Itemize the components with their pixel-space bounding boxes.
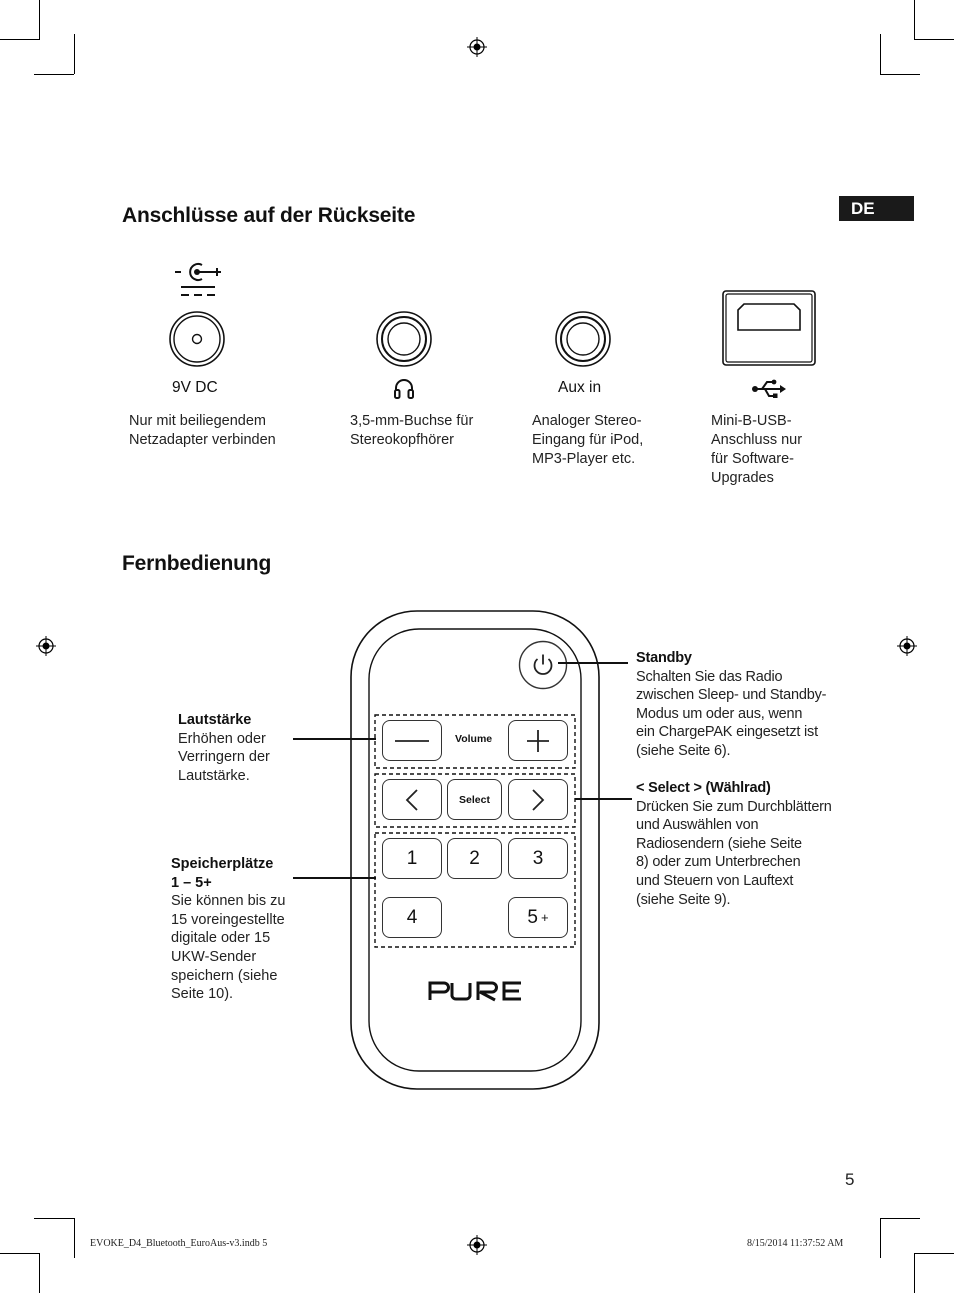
preset-number: 5 [527, 906, 538, 928]
connector-desc: 3,5-mm-Buchse für Stereokopfhörer [350, 413, 474, 448]
volume-label: Volume [455, 733, 493, 745]
dc-jack [168, 310, 226, 368]
preset-button-4[interactable]: 4 [382, 897, 442, 938]
minus-icon [395, 739, 429, 743]
page-number: 5 [845, 1170, 855, 1189]
registration-mark-icon [897, 636, 917, 656]
connector-desc: Analoger Stereo- Eingang für iPod, MP3-Player etc. [532, 413, 644, 467]
select-right-button[interactable] [508, 779, 568, 820]
volume-up-button[interactable] [508, 720, 568, 761]
callout-line [558, 662, 628, 664]
callout-line [575, 798, 632, 800]
usb-port [722, 290, 816, 366]
callout-presets: Speicherplätze 1 – 5+ Sie können bis zu 15 voreingestellte digitale oder 15 UKW-Sender speichern (siehe Seite 10). [171, 856, 286, 1003]
print-slug-file: EVOKE_D4_Bluetooth_EuroAus-v3.indb 5 [90, 1238, 268, 1249]
preset-button-2[interactable]: 2 [447, 838, 502, 879]
callout-volume: Lautstärke Erhöhen oder Verringern der Lautstärke. [178, 712, 270, 784]
preset-button-1[interactable]: 1 [382, 838, 442, 879]
connector-label: Aux in [558, 379, 602, 396]
print-slug-date: 8/15/2014 11:37:52 AM [747, 1238, 844, 1249]
connector-label: 9V DC [172, 379, 218, 396]
registration-mark-icon [467, 1235, 487, 1255]
plus-icon [527, 730, 549, 752]
select-left-button[interactable] [382, 779, 442, 820]
registration-mark-icon [36, 636, 56, 656]
dc-polarity-icon [172, 262, 224, 302]
section-title-remote: Fernbedienung [122, 552, 272, 575]
headphone-jack [375, 310, 433, 368]
language-tab: DE [839, 196, 914, 221]
standby-button[interactable] [518, 640, 568, 690]
chevron-left-icon [405, 788, 419, 812]
select-button[interactable]: Select [447, 779, 502, 820]
preset-plus: + [540, 910, 549, 925]
callout-line [293, 877, 376, 879]
preset-button-3[interactable]: 3 [508, 838, 568, 879]
chevron-right-icon [531, 788, 545, 812]
pure-logo [428, 980, 524, 1002]
callout-select: < Select > (Wählrad) Drücken Sie zum Durchblättern und Auswählen von Radiosendern (siehe Seite 8) oder zum Unterbrechen und Steuern von Lauftext (siehe Seite 9). [636, 780, 832, 908]
preset-button-5-plus[interactable] [508, 897, 568, 938]
registration-mark-icon [467, 37, 487, 57]
section-title-rear-connections: Anschlüsse auf der Rückseite [122, 204, 416, 227]
callout-line [293, 738, 376, 740]
volume-down-button[interactable] [382, 720, 442, 761]
callout-standby: Standby Schalten Sie das Radio zwischen Sleep- und Standby- Modus um oder aus, wenn ein ChargePAK eingesetzt ist (siehe Seite 6). [636, 650, 827, 759]
connector-desc: Nur mit beiliegendem Netzadapter verbinden [129, 413, 276, 448]
usb-icon [751, 378, 789, 400]
connector-desc: Mini-B-USB- Anschluss nur für Software- Upgrades [711, 413, 803, 486]
headphones-icon [392, 376, 416, 400]
aux-jack-icon [554, 310, 612, 368]
